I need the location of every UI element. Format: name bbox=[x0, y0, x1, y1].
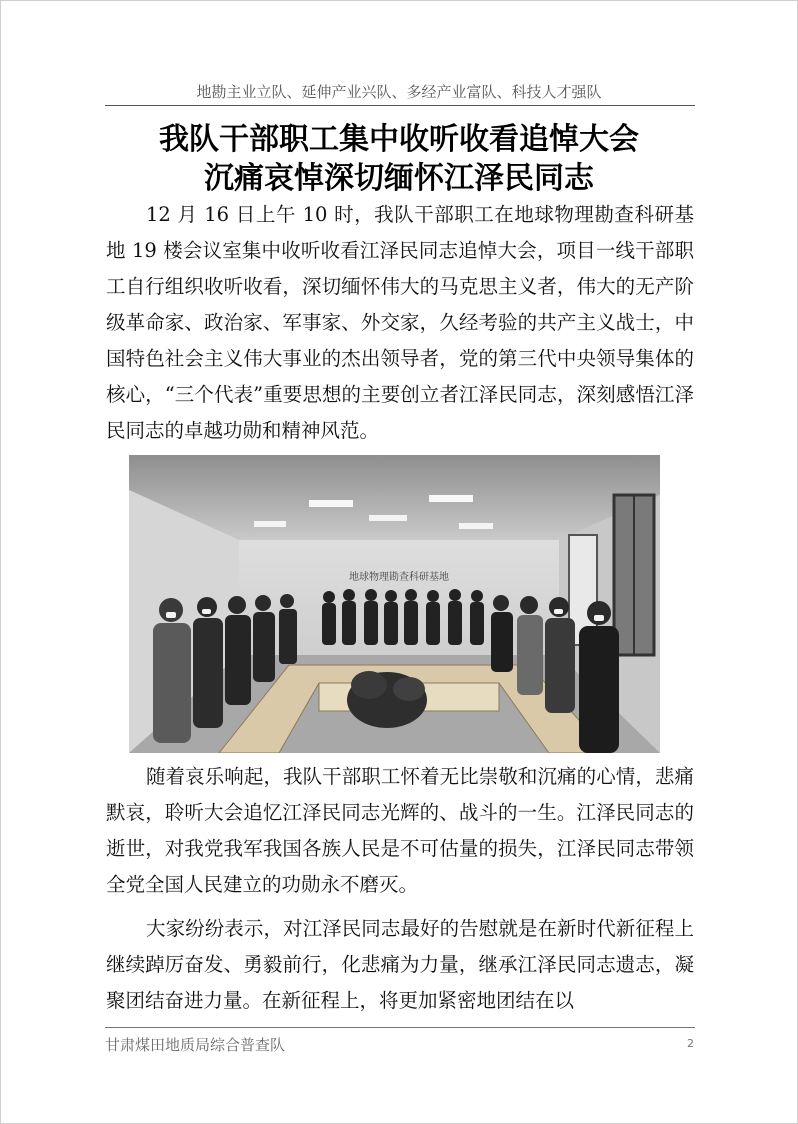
header-slogan: 地勘主业立队、延伸产业兴队、多经产业富队、科技人才强队 bbox=[196, 83, 602, 101]
footer-organization: 甘肃煤田地质局综合普查队 bbox=[105, 1036, 286, 1054]
meeting-photo bbox=[129, 455, 660, 753]
header-divider bbox=[105, 105, 695, 106]
paragraph-2: 随着哀乐响起，我队干部职工怀着无比崇敬和沉痛的心情，悲痛默哀，聆听大会追忆江泽民同志光辉的、战斗的一生。江泽民同志的逝世，对我党我军我国各族人民是不可估量的损失，江泽民同志带领全党全国人民建立的功勋永不磨灭。 bbox=[106, 765, 694, 896]
wall-banner: 地球物理勘查科研基地 bbox=[349, 572, 449, 583]
meeting-photo-illustration bbox=[129, 455, 660, 753]
paragraph-1: 12 月 16 日上午 10 时，我队干部职工在地球物理勘查科研基地 19 楼会议室集中收听收看江泽民同志追悼大会，项目一线干部职工自行组织收听收看，深切缅怀伟大的马克思主义者，伟大的无产阶级革命家、政治家、军事家、外交家，久经考验的共产主义战士，中国特色社会主义伟大事业的杰出领导者，党的第三代中央领导集体的核心，“三个代表”重要思想的主要创立者江泽民同志，深刻感悟江泽民同志的卓越功勋和精神风范。 bbox=[106, 203, 694, 442]
article-title-line-2: 沉痛哀悼深切缅怀江泽民同志 bbox=[204, 161, 594, 196]
page-number: 2 bbox=[687, 1037, 694, 1050]
footer-divider bbox=[105, 1027, 695, 1028]
article-title-line-1: 我队干部职工集中收听收看追悼大会 bbox=[159, 122, 639, 157]
paragraph-3: 大家纷纷表示，对江泽民同志最好的告慰就是在新时代新征程上继续踔厉奋发、勇毅前行，化悲痛为力量，继承江泽民同志遗志，凝聚团结奋进力量。在新征程上，将更加紧密地团结在以 bbox=[106, 917, 694, 1012]
